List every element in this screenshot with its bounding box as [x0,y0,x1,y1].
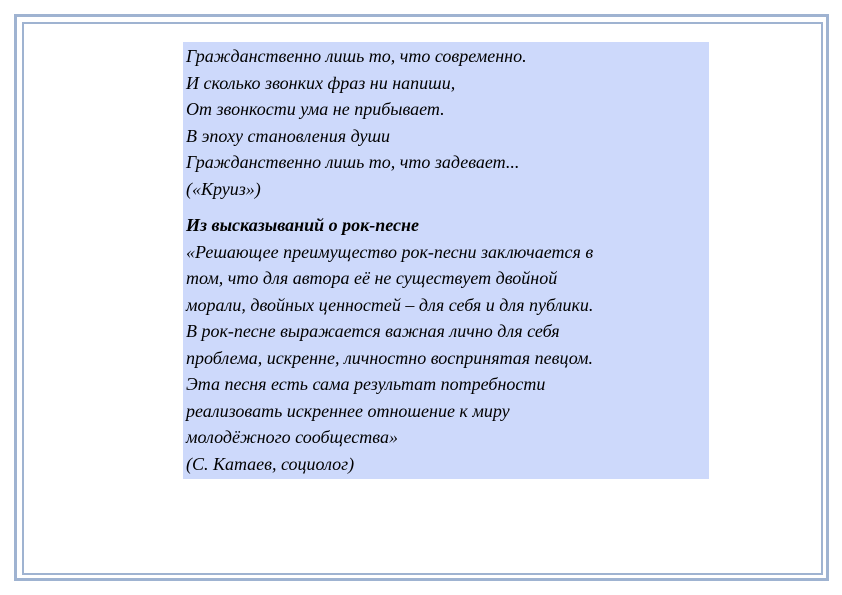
poem-line: Гражданственно лишь то, что задевает... [186,152,520,172]
quote-author: (С. Катаев, социолог) [186,453,355,474]
quote-line: морали, двойных ценностей – для себя и для публики. [186,294,594,315]
quote-line: проблема, искренне, личностно воспринятая певцом. [186,347,593,368]
text-box [183,42,709,479]
poem-source: («Круиз») [186,178,261,199]
quote-line: том, что для автора её не существует двойной [186,268,558,288]
quote-line: Эта песня есть сама результат потребности [186,374,546,394]
quote-block [186,239,705,478]
poem-line: В эпоху становления души [186,125,391,146]
poem-line: И сколько звонких фраз ни напиши, [186,72,456,93]
quote-line: В рок-песне выражается важная лично для себя [186,321,560,341]
quote-line: молодёжного сообщества» [186,427,398,447]
quote-line: «Решающее преимущество рок-песни заключается в [186,241,594,262]
section-heading: Из высказываний о рок-песне [186,215,420,235]
poem-line: От звонкости ума не прибывает. [186,99,445,119]
poem-line: Гражданственно лишь то, что современно. [186,46,527,66]
poem-block [186,43,705,202]
quote-line: реализовать искреннее отношение к миру [186,400,510,421]
